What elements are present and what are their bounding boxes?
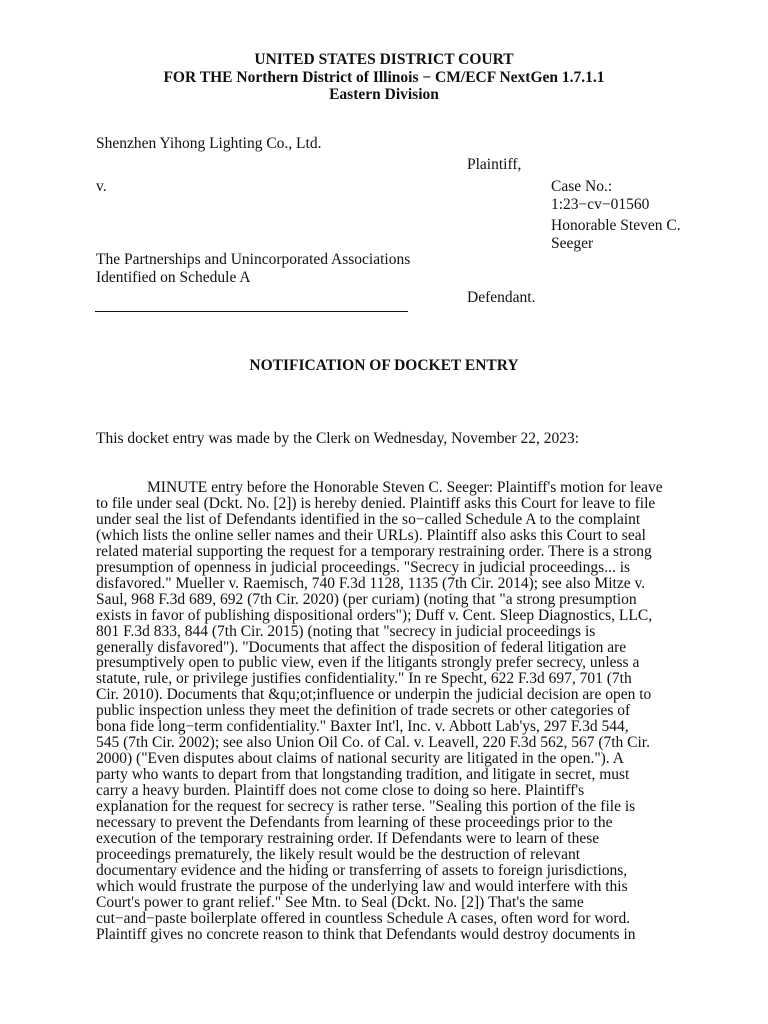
case-number: 1:23−cv−01560 [551,195,650,213]
entry-line: under seal the list of Defendants identified in the so−called Schedule A to the complaint [96,510,641,528]
entry-line: disfavored." Mueller v. Raemisch, 740 F.3d 1128, 1135 (7th Cir. 2014); see also Mitze v. [96,574,646,592]
court-division: Eastern Division [329,86,439,103]
entry-line: documentary evidence and the hiding or transferring of assets to foreign jurisdictions, [96,861,628,879]
plaintiff-name: Shenzhen Yihong Lighting Co., Ltd. [96,135,322,152]
entry-line: proceedings prematurely, the likely result would be the destruction of relevant [96,845,581,863]
entry-line: Saul, 968 F.3d 689, 692 (7th Cir. 2020) (per curiam) (noting that "a strong presumption [96,590,637,608]
versus-label: v. [96,178,107,195]
entry-intro: This docket entry was made by the Clerk on Wednesday, November 22, 2023: [96,430,580,447]
notice-title: NOTIFICATION OF DOCKET ENTRY [249,357,519,374]
entry-line: Cir. 2010). Documents that &qu;ot;influence or underpin the judicial decision are open to [96,686,652,704]
entry-line: 801 F.3d 833, 844 (7th Cir. 2015) (noting that "secrecy in judicial proceedings is [96,622,596,640]
docket-entry-text [96,480,716,943]
defendant-name [96,251,410,286]
defendant-name-line1: The Partnerships and Unincorporated Associations [96,251,411,268]
judge-name-line2: Seeger [551,234,594,252]
entry-line: related material supporting the request for a temporary restraining order. There is a strong [96,542,652,560]
entry-line: to file under seal (Dckt. No. [2]) is hereby denied. Plaintiff asks this Court for leave to file [96,494,656,512]
defendant-name-line2: Identified on Schedule A [96,268,251,286]
entry-line: MINUTE entry before the Honorable Steven C. Seeger: Plaintiff's motion for leave [147,479,663,496]
court-header [0,51,768,104]
entry-line: presumptively open to public view, even if the litigants strongly prefer secrecy, unless a [96,654,640,672]
entry-line: public inspection unless they meet the definition of trade secrets or other categories of [96,702,631,720]
entry-line: necessary to prevent the Defendants from learning of these proceedings prior to the [96,814,613,832]
entry-line: presumption of openness in judicial proceedings. "Secrecy in judicial proceedings... is [96,558,631,576]
court-name: UNITED STATES DISTRICT COURT [254,51,514,68]
entry-line: explanation for the request for secrecy is rather terse. "Sealing this portion of the file is [96,798,636,816]
entry-line: Court's power to grant relief." See Mtn. to Seal (Dckt. No. [2]) That's the same [96,893,584,911]
defendant-role: Defendant. [467,289,536,306]
entry-line: Plaintiff gives no concrete reason to think that Defendants would destroy documents in [96,925,636,943]
caption-divider [95,311,408,312]
entry-line: generally disfavored"). "Documents that affect the disposition of federal litigation are [96,638,627,656]
entry-line: which would frustrate the purpose of the underlying law and would interfere with this [96,877,628,895]
judge-name-line1: Honorable Steven C. [551,217,681,234]
entry-line: 2000) ("Even disputes about claims of national security are litigated in the open."). A [96,750,624,768]
entry-line: (which lists the online seller names and their URLs). Plaintiff also asks this Court to seal [96,526,646,544]
court-district: FOR THE Northern District of Illinois − CM/ECF NextGen 1.7.1.1 [163,68,605,86]
entry-line: execution of the temporary restraining order. If Defendants were to learn of these [96,829,600,847]
entry-line: party who wants to depart from that longstanding tradition, and litigate in secret, must [96,766,630,784]
entry-line: cut−and−paste boilerplate offered in countless Schedule A cases, often word for word. [96,909,631,927]
entry-line: carry a heavy burden. Plaintiff does not come close to doing so here. Plaintiff's [96,782,585,800]
case-number-label: Case No.: [551,178,613,195]
entry-line: exists in favor of publishing dispositional orders"); Duff v. Cent. Sleep Diagnostics, LLC, [96,606,653,624]
entry-line: bona fide long−term confidentiality." Baxter Int'l, Inc. v. Abbott Lab'ys, 297 F.3d 544, [96,718,629,736]
entry-line: 545 (7th Cir. 2002); see also Union Oil Co. of Cal. v. Leavell, 220 F.3d 562, 567 (7th Cir. [96,734,650,752]
plaintiff-role: Plaintiff, [467,156,522,173]
entry-line: statute, rule, or privilege justifies confidentiality." In re Specht, 622 F.3d 697, 701 (7th [96,670,632,688]
case-number-block [551,178,681,252]
